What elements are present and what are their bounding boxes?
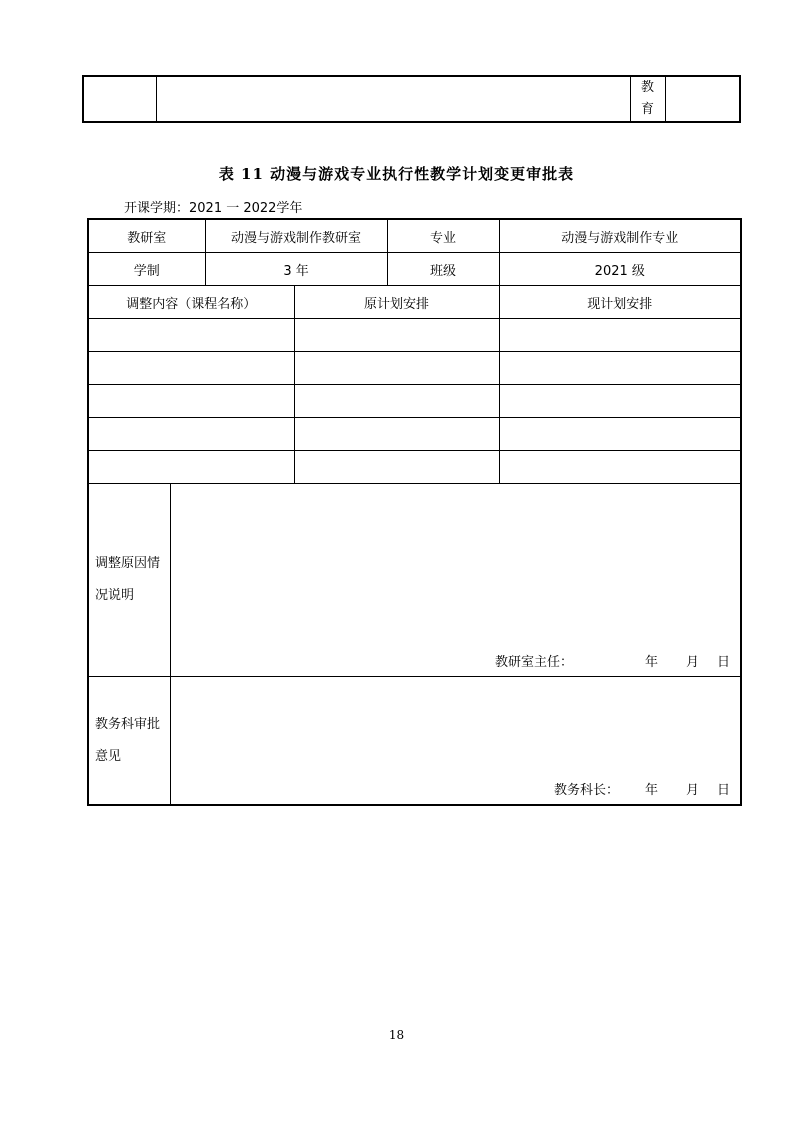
affairs-head-signature-label: 教务科长： — [553, 783, 619, 798]
month-label: 月 — [686, 655, 700, 670]
dept-label: 教研室 — [88, 219, 205, 253]
table-row — [88, 286, 741, 319]
approval-label-line1: 教务科审批 — [95, 716, 161, 732]
original-cell[interactable] — [294, 319, 499, 352]
duration-value: 3 年 — [205, 253, 387, 286]
fragment-cell — [665, 76, 740, 122]
fragment-cell — [83, 76, 156, 122]
original-cell[interactable] — [294, 418, 499, 451]
original-cell[interactable] — [294, 451, 499, 484]
table-row — [88, 484, 741, 677]
class-label: 班级 — [387, 253, 499, 286]
table-row — [88, 385, 741, 418]
column-header-original: 原计划安排 — [294, 286, 499, 319]
table-row — [88, 319, 741, 352]
month-label: 月 — [686, 783, 700, 798]
table-row — [88, 677, 741, 806]
approval-signature-line — [554, 779, 730, 798]
original-cell[interactable] — [294, 385, 499, 418]
approval-content-cell[interactable] — [170, 677, 741, 806]
table-row — [88, 352, 741, 385]
reason-label-line2: 况说明 — [95, 588, 135, 603]
reason-signature-line — [495, 651, 730, 670]
current-cell[interactable] — [499, 319, 741, 352]
table-row — [88, 253, 741, 286]
reason-content-cell[interactable] — [170, 484, 741, 677]
adjust-cell[interactable] — [88, 385, 294, 418]
year-label: 年 — [644, 655, 658, 670]
approval-form-table — [87, 218, 742, 806]
table-row — [83, 76, 740, 122]
dept-value: 动漫与游戏制作教研室 — [205, 219, 387, 253]
approval-label-line2: 意见 — [95, 748, 122, 764]
major-value: 动漫与游戏制作专业 — [499, 219, 741, 253]
column-header-adjust: 调整内容（课程名称） — [88, 286, 294, 319]
reason-label — [88, 484, 170, 677]
reason-label-line1: 调整原因情 — [95, 556, 161, 571]
fragment-vertical-label — [630, 76, 665, 122]
day-label: 日 — [717, 655, 731, 670]
vertical-char: 教 — [640, 80, 654, 95]
adjust-cell[interactable] — [88, 319, 294, 352]
vertical-char: 育 — [640, 102, 654, 117]
major-label: 专业 — [387, 219, 499, 253]
dept-head-signature-label: 教研室主任： — [494, 655, 573, 670]
table-title: 表 11 动漫与游戏专业执行性教学计划变更审批表 — [218, 165, 575, 183]
duration-label: 学制 — [88, 253, 205, 286]
semester-label: 开课学期：2021 一 2022学年 — [124, 201, 303, 216]
table-row — [88, 451, 741, 484]
current-cell[interactable] — [499, 418, 741, 451]
adjust-cell[interactable] — [88, 352, 294, 385]
approval-label — [88, 677, 170, 806]
current-cell[interactable] — [499, 451, 741, 484]
fragment-cell — [156, 76, 630, 122]
adjust-cell[interactable] — [88, 418, 294, 451]
page-number: 18 — [388, 1028, 405, 1042]
original-cell[interactable] — [294, 352, 499, 385]
class-value: 2021 级 — [499, 253, 741, 286]
column-header-current: 现计划安排 — [499, 286, 741, 319]
year-label: 年 — [644, 783, 658, 798]
current-cell[interactable] — [499, 352, 741, 385]
adjust-cell[interactable] — [88, 451, 294, 484]
current-cell[interactable] — [499, 385, 741, 418]
table-row — [88, 219, 741, 253]
day-label: 日 — [717, 783, 731, 798]
previous-table-fragment — [82, 75, 741, 123]
table-row — [88, 418, 741, 451]
